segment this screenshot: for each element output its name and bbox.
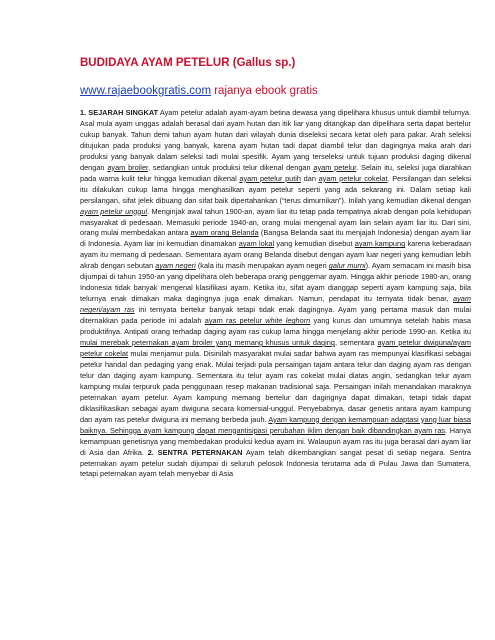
term-ayam-orang-belanda: ayam orang Belanda [190, 228, 259, 238]
term-ayam-petelur-unggul-text: ayam petelur unggul [80, 206, 148, 216]
term-ayam-petelur-dwiguna: ayam petelur dwiguna/ayam petelur cokelat [80, 338, 471, 358]
document-title: BUDIDAYA AYAM PETELUR (Gallus sp.) [80, 57, 296, 69]
text-run: ). Ayam semacam ini masih bisa dijumpai di tahun 1950-an yang dipelihara oleh beberapa orang penggemar ayam. Hingga akhir periode 1980-an, orang Indonesia tidak banyak mengenal klasifikasi ayam. Ketika itu, sifat ayam dianggap seperti ayam kampung saja, bila telurnya enak dimakan maka dagingnya juga enak dimakan. Namun, pendapat itu ternyata tidak benar, [80, 261, 471, 304]
term-galur-murni [329, 261, 366, 270]
text-run: (kala itu masih merupakan ayam negeri [195, 261, 329, 271]
term-ayam-ras-petelur [205, 316, 311, 325]
term-ayam-negeri-ras-text: ayam negeri/ayam ras [80, 294, 471, 315]
subtitle [80, 84, 471, 98]
phrase-broiler-merebak: mulai merebak peternakan ayam broiler yang memang khusus untuk daging [80, 338, 335, 348]
text-run: . Persilangan dan seleksi itu dilakukan cukup lama hingga menghasilkan ayam petelur seperti yang ada sekarang ini. Dalam setiap kali persilangan, sifat jelek dibuang dan sifat baik dipertahankan (“terus dimurnikan”). Inilah yang kemudian dikenal dengan [80, 173, 472, 205]
text-run: yang kurus dan umumnya setelah habis masa produktifnya. Antipati orang terhadap daging ayam ras cukup lama hingga menjelang akhir periode 1990-an. Ketika itu [80, 316, 471, 337]
term-white-leghorn: white leghorn [265, 316, 311, 326]
text-run: . Hanya kemampuan genetisnya yang membedakan produksi kedua ayam ini. Walaupun ayam ras itu juga berasal dari ayam liar di Asia dan Afrika. [80, 425, 471, 457]
text-run: karena keberadaan ayam itu memang di pedesaan. Sementara ayam orang Belanda disebut dengan ayam luar negeri yang kemudian lebih akrab dengan sebutan [80, 239, 472, 271]
text-run: . Selain itu, seleksi juga diarahkan pada warna kulit telur hingga kemudian dikenal [80, 162, 472, 183]
term-ayam-petelur-unggul [80, 207, 147, 216]
text-run: Ayam petelur adalah ayam-ayam betina dewasa yang dipelihara khusus untuk diambil telurnya. Asal mula ayam unggas adalah berasal dari ayam hutan dan itik liar yang ditangkap dan dipelihara serta dapat bertelur cukup banyak. Tahun demi tahun ayam hutan dari wilayah dunia diseleksi secara ketat oleh para pakar. Arah seleksi ditujukan pada produksi yang banyak, karena ayam hutan tadi dapat diambil telur dan dagingnya maka arah dari produksi yang banyak dalam seleksi tadi mulai spesifik. Ayam yang terseleksi untuk tujuan produksi daging dikenal dengan [80, 108, 472, 172]
phrase-adaptasi-ayam-kampung: Ayam kampung dengan kemampuan adaptasi yang luar biasa baiknya. Sehingga ayam kampung dapat mengantisipasi perubahan iklim dengan baik dibandingkan ayam ras [80, 414, 471, 435]
term-ayam-ras-petelur-text: ayam ras petelur [204, 316, 266, 326]
text-run: , sedangkan untuk produksi telur dikenal dengan [148, 162, 314, 172]
text-run: yang kemudian disebut [274, 239, 355, 249]
site-link[interactable]: www.rajaebookgratis.com [80, 85, 212, 97]
site-tagline: rajanya ebook gratis [211, 85, 318, 97]
section-heading-sentra: 2. SENTRA PETERNAKAN [147, 447, 243, 457]
text-run: Ayam telah dikembangkan sangat pesat di setiap negara. Sentra peternakan ayam petelur sudah dijumpai di seluruh pelosok Indonesia terutama ada di Pulau Jawa dan Sumatera, tetapi peternakan ayam telah menyebar di Asia [80, 447, 471, 479]
section-heading-sejarah: 1. SEJARAH SINGKAT [80, 108, 159, 117]
text-run: (Bangsa Belanda saat itu menjajah Indonesia) dengan ayam liar di Indonesia. Ayam liar ini kemudian dinamakan [80, 228, 471, 249]
term-ayam-negeri [155, 261, 195, 270]
text-run: ini ternyata bertelur banyak tetapi tidak enak dagingnya. Ayam yang pertama masuk dan mulai diternakkan pada periode ini adalah [80, 305, 471, 326]
term-ayam-petelur-cokelat: ayam petelur cokelat [318, 173, 388, 183]
term-ayam-lokal: ayam lokal [238, 239, 275, 249]
text-run: dan [301, 173, 319, 183]
body-paragraph [80, 108, 471, 480]
text-run: . Menginjak awal tahun 1900-an, ayam liar itu tetap pada tempatnya akrab dengan pola kehidupan masyarakat di pedesaan. Memasuki periode 1940-an, orang mulai mengenal ayam lain selain ayam liar itu. Dari sini, orang mulai membedakan antara [80, 206, 472, 238]
text-run: mulai menjamur pula. Disinilah masyarakat mulai sadar bahwa ayam ras mempunyai klasifikasi sebagai petelur handal dan pedaging yang enak. Mulai terjadi pula persaingan tajam antara telur dan daging ayam ras dengan telur dan daging ayam kampung. Sementara itu telur ayam ras cokelat mulai diatas angin, sedangkan telur ayam kampung mulai terpuruk pada penggunaan resep makanan tradisional saja. Persaingan inilah menandakan maraknya peternakan ayam petelur. Ayam kampung memang bertelur dan dagingnya dapat dimakan, tetapi tidak dapat diklasifikasikan sebagai ayam dwiguna secara komersial-unggul. Penyebabnya, dasar genetis antara ayam kampung dan ayam ras petelur dwiguna ini memang berbeda jauh. [80, 348, 472, 424]
term-ayam-petelur-putih: ayam petelur putih [239, 173, 302, 183]
term-ayam-broiler: ayam broiler [107, 162, 149, 172]
term-ayam-petelur: ayam petelur [313, 162, 357, 172]
text-run: , sementara [334, 338, 378, 348]
term-galur-murni-text: galur murni [328, 261, 366, 271]
term-ayam-negeri-text: ayam negeri [155, 261, 196, 271]
term-ayam-kampung: ayam kampung [354, 239, 406, 249]
